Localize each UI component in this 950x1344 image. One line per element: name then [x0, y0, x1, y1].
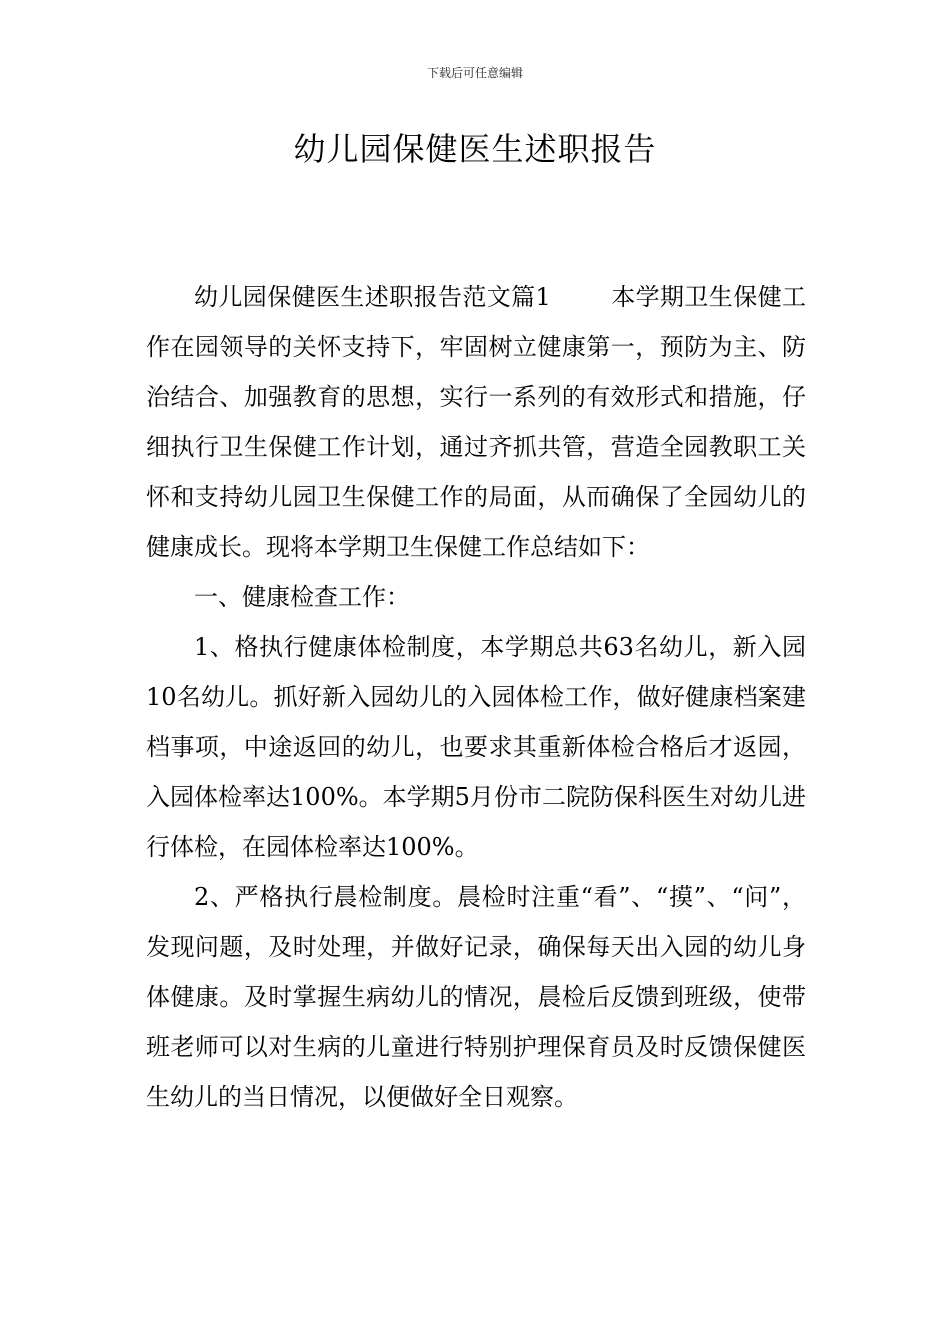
document-body — [146, 272, 806, 1122]
paragraph-text: 本学期卫生保健工作在园领导的关怀支持下，牢固树立健康第一，预防为主、防治结合、加强教育的思想，实行一系列的有效形式和措施，仔细执行卫生保健工作计划，通过齐抓共管，营造全园教职工关怀和支持幼儿园卫生保健工作的局面，从而确保了全园幼儿的健康成长。现将本学期卫生保健工作总结如下： — [146, 283, 806, 561]
section-heading: 一、健康检查工作： — [194, 583, 410, 611]
body-paragraph: 1、格执行健康体检制度，本学期总共63名幼儿，新入园10名幼儿。抓好新入园幼儿的入园体检工作，做好健康档案建档事项，中途返回的幼儿，也要求其重新体检合格后才返园，入园体检率达100%。本学期5月份市二院防保科医生对幼儿进行体检，在园体检率达100%。 — [146, 633, 806, 861]
body-paragraph: 2、严格执行晨检制度。晨检时注重“看”、“摸”、“问”，发现问题，及时处理，并做好记录，确保每天出入园的幼儿身体健康。及时掌握生病幼儿的情况，晨检后反馈到班级，使带班老师可以对生病的儿童进行特别护理保育员及时反馈保健医生幼儿的当日情况，以便做好全日观察。 — [146, 883, 806, 1111]
page-header-note: 下载后可任意编辑 — [426, 66, 523, 80]
intro-label: 幼儿园保健医生述职报告范文篇1 — [194, 283, 551, 311]
intro-paragraph — [146, 272, 806, 572]
document-title: 幼儿园保健医生述职报告 — [293, 130, 657, 168]
